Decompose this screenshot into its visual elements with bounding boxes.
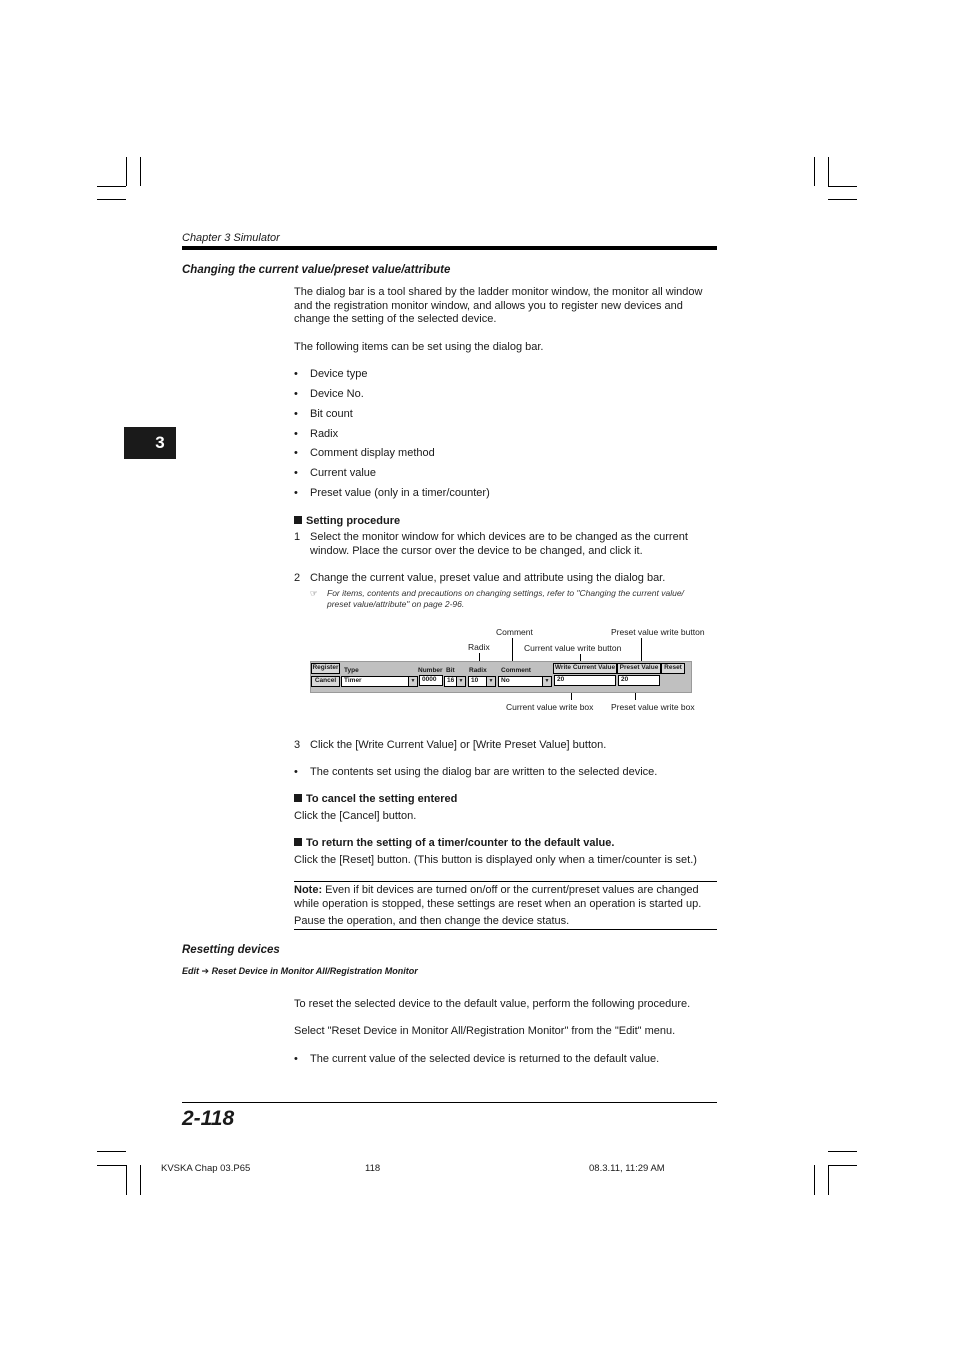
preset-value-write-box[interactable]: 20 [618,675,660,686]
current-value-write-box[interactable]: 20 [554,675,616,686]
setting-procedure-heading: Setting procedure [294,514,400,528]
step-text: Change the current value, preset value and attribute using the dialog bar. [310,572,666,584]
note-line: while operation is stopped, these settings are reset when an operation is started up. [294,898,702,910]
items-intro: The following items can be set using the dialog bar. [294,341,544,353]
comment-select[interactable]: No ▼ [498,676,552,687]
reference-icon: ☞ [310,588,318,598]
radix-select[interactable]: 10 ▼ [468,676,496,687]
crop-mark [97,1165,126,1166]
reset-button[interactable]: Reset [661,663,685,674]
chevron-down-icon[interactable]: ▼ [486,677,495,686]
preset-value-button[interactable]: Preset Value [617,663,661,674]
footer-file: KVSKA Chap 03.P65 [161,1163,251,1174]
crop-mark [828,199,857,200]
chevron-down-icon[interactable]: ▼ [542,677,551,686]
footer-timestamp: 08.3.11, 11:29 AM [589,1163,665,1174]
reset-line: Select "Reset Device in Monitor All/Registration Monitor" from the "Edit" menu. [294,1025,676,1037]
section-title: Resetting devices [182,944,280,956]
note-bottom-rule [294,929,717,930]
crop-mark [126,157,127,186]
cancel-text: Click the [Cancel] button. [294,810,417,822]
label-preset-write-box: Preset value write box [611,702,695,712]
intro-line: The dialog bar is a tool shared by the ladder monitor window, the monitor all window [294,286,703,298]
label-radix: Radix [468,642,490,652]
crop-mark [814,1165,815,1195]
comment-header: Comment [501,667,531,674]
reference-note: For items, contents and precautions on changing settings, refer to "Changing the current value/ [327,588,684,598]
square-bullet-icon [294,794,302,802]
crop-mark [828,157,829,186]
reset-text: Click the [Reset] button. (This button is displayed only when a timer/counter is set.) [294,854,697,866]
write-current-value-button[interactable]: Write Current Value [553,663,617,674]
step-text: Click the [Write Current Value] or [Write Preset Value] button. [310,739,607,751]
intro-line: and the registration monitor window, and allows you to register new devices and [294,300,683,312]
chevron-down-icon[interactable]: ▼ [456,677,465,686]
cancel-button[interactable]: Cancel [311,676,340,687]
section-title: Changing the current value/preset value/attribute [182,264,451,276]
crop-mark [140,1165,141,1195]
number-header: Number [418,667,443,674]
chevron-down-icon[interactable]: ▼ [408,677,417,686]
reset-line: To reset the selected device to the default value, perform the following procedure. [294,998,691,1010]
step-number: 1 [294,531,301,543]
type-header: Type [344,667,359,674]
reference-note: preset value/attribute" on page 2-96. [327,599,465,609]
crop-mark [828,1165,829,1195]
menu-path: Edit ➔ Reset Device in Monitor All/Registration Monitor [182,966,418,976]
crop-mark [126,1165,127,1195]
square-bullet-icon [294,516,302,524]
note-top-rule [294,881,717,882]
label-current-write-button: Current value write button [524,643,622,653]
crop-mark [97,199,126,200]
footer-page: 118 [365,1163,381,1174]
crop-mark [97,1151,126,1152]
dialog-bar [310,661,692,693]
arrow-right-icon: ➔ [201,966,210,976]
crop-mark [828,186,857,187]
chapter-tab-number: 3 [155,433,165,452]
intro-line: change the setting of the selected device. [294,313,497,325]
register-button[interactable]: Register [311,663,340,674]
note-line: Note: Even if bit devices are turned on/off or the current/preset values are changed [294,884,699,896]
page-number: 2-118 [182,1107,235,1130]
step-text: window. Place the cursor over the device to be changed, and click it. [310,545,643,557]
crop-mark [814,157,815,186]
square-bullet-icon [294,838,302,846]
radix-header: Radix [469,667,487,674]
reset-heading: To return the setting of a timer/counter to the default value. [294,836,614,850]
note-line: Pause the operation, and then change the device status. [294,915,570,927]
step-number: 2 [294,572,301,584]
crop-mark [828,1165,857,1166]
header-rule [182,246,717,250]
crop-mark [97,186,126,187]
label-current-write-box: Current value write box [506,702,594,712]
label-comment: Comment [496,627,533,637]
step-number: 3 [294,739,301,751]
bit-header: Bit [446,667,455,674]
crop-mark [140,157,141,186]
number-input[interactable]: 0000 [419,675,443,686]
footer-rule [182,1102,717,1103]
label-preset-write-button: Preset value write button [611,627,705,637]
cancel-heading: To cancel the setting entered [294,792,457,806]
step-text: Select the monitor window for which devices are to be changed as the current [310,531,688,543]
type-select[interactable]: Timer ▼ [341,676,418,687]
chapter-header: Chapter 3 Simulator [182,232,280,244]
crop-mark [828,1151,857,1152]
bit-select[interactable]: 16 ▼ [444,676,466,687]
